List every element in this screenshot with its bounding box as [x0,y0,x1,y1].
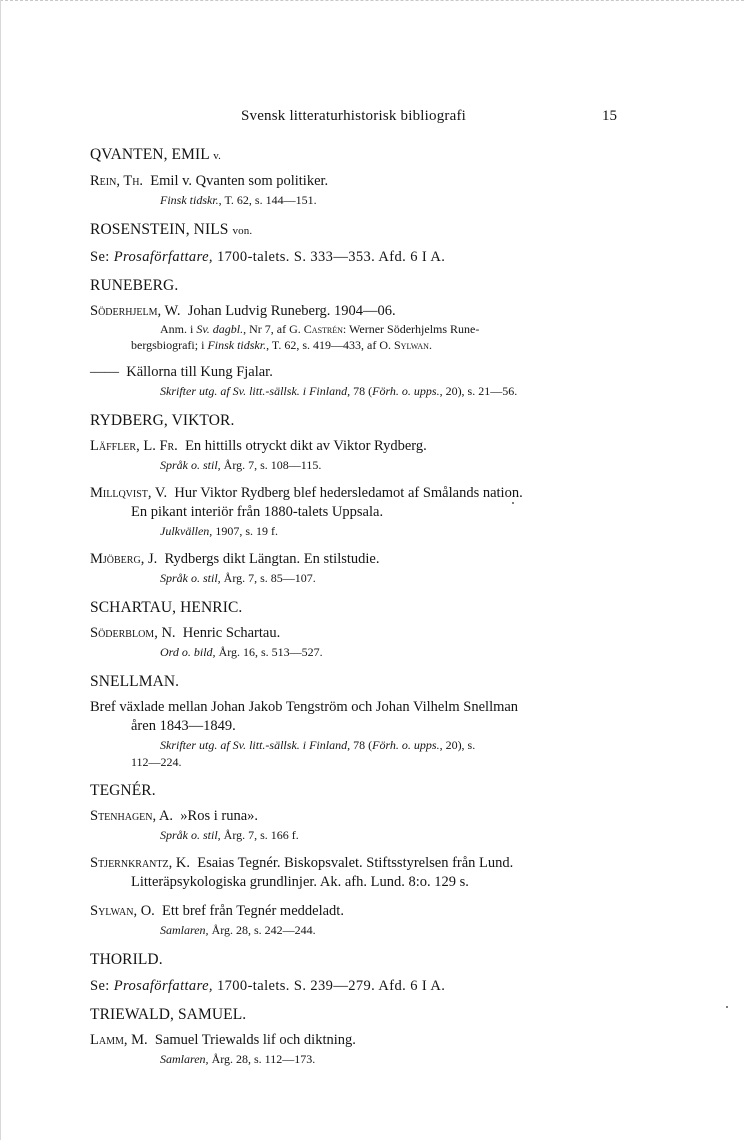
entry-title: Esaias Tegnér. Biskopsvalet. Stiftsstyrelsen från Lund. [197,855,514,871]
entry-title: Bref växlade mellan Johan Jakob Tengström och Johan Vilhelm Snellman [90,699,519,715]
entry-source: Språk o. stil, Årg. 7, s. 85—107. [160,571,316,585]
entry-stenhagen: Stenhagen, A. »Ros i runa». Språk o. stil, Årg. 7, s. 166 f. [90,807,617,844]
author-name: Söderblom [90,625,155,641]
running-head [90,108,617,130]
entry-title: Johan Ludvig Runeberg. 1904—06. [187,303,396,319]
section-heading-thorild: THORILD. [90,951,163,968]
entry-source: Skrifter utg. af Sv. litt.-sällsk. i Finland, 78 (Förh. o. upps., 20), s. [160,738,476,752]
see-reference: Se: Prosaförfattare, 1700-talets. S. 333—353. Afd. 6 I A. [90,249,446,265]
entry-title: Ett bref från Tegnér meddeladt. [162,903,344,919]
entry-source: Skrifter utg. af Sv. litt.-sällsk. i Finland, 78 (Förh. o. upps., 20), s. 21—56. [160,384,518,398]
entry-title-continued: åren 1843—1849. [131,718,236,734]
entry-source: Språk o. stil, Årg. 7, s. 108—115. [160,458,322,472]
section-heading-schartau: SCHARTAU, HENRIC. [90,599,243,616]
entry-source-continued: 112—224. [131,755,182,769]
author-name: Söderhjelm [90,303,158,319]
entry-soderhjelm: Söderhjelm, W. Johan Ludvig Runeberg. 1904—06. Anm. i Sv. dagbl., Nr 7, af G. Castrén: Werner Söderhjelms Rune- bergsbiografi; i Finsk tidskr., T. 62, s. 419—433, af O. Sylwan. [90,302,617,353]
entry-source: Ord o. bild, Årg. 16, s. 513—527. [160,645,323,659]
section-heading-rosenstein: ROSENSTEIN, NILS von. [90,221,253,238]
entry-title: En hittills otryckt dikt av Viktor Rydberg. [185,438,427,454]
scan-speck [726,1006,728,1008]
entry-sylwan: Sylwan, O. Ett bref från Tegnér meddeladt. Samlaren, Årg. 28, s. 242—244. [90,902,617,939]
entry-bref-vaxlade [90,698,617,770]
entry-title-continued: Litteräpsykologiska grundlinjer. Ak. afh. Lund. 8:o. 129 s. [131,874,469,890]
entry-lamm: Lamm, M. Samuel Triewalds lif och diktning. Samlaren, Årg. 28, s. 112—173. [90,1031,617,1068]
entry-source: Språk o. stil, Årg. 7, s. 166 f. [160,828,299,842]
entry-millqvist: Millqvist, V. Hur Viktor Rydberg blef hedersledamot af Smålands nation. En pikant interiör från 1880-talets Uppsala. Julkvällen, 1907, s. 19 f. [90,484,617,540]
section-heading-qvanten: QVANTEN, EMIL v. [90,146,221,163]
entry-soderblom: Söderblom, N. Henric Schartau. Ord o. bild, Årg. 16, s. 513—527. [90,624,617,661]
entry-laffler: Läffler, L. Fr. En hittills otryckt dikt av Viktor Rydberg. Språk o. stil, Årg. 7, s. 108—115. [90,437,617,474]
ditto-dash: —— [90,364,119,380]
author-name: Sylwan [90,903,134,919]
entry-kallorna [90,363,617,400]
author-name: Mjöberg [90,551,141,567]
author-name: Stenhagen [90,808,153,824]
bibliography-content [90,138,617,1078]
entry-title: Emil v. Qvanten som politiker. [150,173,329,189]
scan-edge-left [0,0,1,1140]
entry-title-continued: En pikant interiör från 1880-talets Uppsala. [131,504,384,520]
entry-title: Henric Schartau. [182,625,281,641]
entry-title: Hur Viktor Rydberg blef hedersledamot af Smålands nation. [174,485,523,501]
page-number: 15 [602,108,617,124]
see-reference: Se: Prosaförfattare, 1700-talets. S. 239—279. Afd. 6 I A. [90,978,446,994]
section-heading-tegner: TEGNÉR. [90,782,156,799]
author-name: Millqvist [90,485,148,501]
entry-note: Anm. i Sv. dagbl., Nr 7, af G. Castrén: Werner Söderhjelms Rune- [160,322,480,336]
entry-title: Källorna till Kung Fjalar. [126,364,273,380]
entry-title: Samuel Triewalds lif och diktning. [154,1032,356,1048]
section-heading-snellman: SNELLMAN. [90,673,180,690]
scan-edge-top [0,0,744,1]
author-name: Rein [90,173,117,189]
section-heading-runeberg: RUNEBERG. [90,277,179,294]
author-name: Lamm [90,1032,124,1048]
entry-source: Finsk tidskr., T. 62, s. 144—151. [160,193,317,207]
author-name: Stjernkrantz [90,855,169,871]
entry-note-continued: bergsbiografi; i Finsk tidskr., T. 62, s. 419—433, af O. Sylwan. [131,338,432,352]
entry-stjernkrantz: Stjernkrantz, K. Esaias Tegnér. Biskopsvalet. Stiftsstyrelsen från Lund. Litteräpsykologiska grundlinjer. Ak. afh. Lund. 8:o. 129 s. [90,854,617,892]
section-heading-rydberg: RYDBERG, VIKTOR. [90,412,235,429]
entry-source: Samlaren, Årg. 28, s. 112—173. [160,1052,316,1066]
entry-title: Rydbergs dikt Längtan. En stilstudie. [164,551,380,567]
entry-rein: Rein, Th. Emil v. Qvanten som politiker. Finsk tidskr., T. 62, s. 144—151. [90,172,617,209]
author-name: Läffler [90,438,137,454]
entry-source: Julkvällen, 1907, s. 19 f. [160,524,278,538]
section-heading-triewald: TRIEWALD, SAMUEL. [90,1006,247,1023]
running-head-title: Svensk litteraturhistorisk bibliografi [240,108,467,124]
entry-title: »Ros i runa». [180,808,259,824]
entry-source: Samlaren, Årg. 28, s. 242—244. [160,923,316,937]
scan-speck [512,502,514,504]
entry-mjoberg: Mjöberg, J. Rydbergs dikt Längtan. En stilstudie. Språk o. stil, Årg. 7, s. 85—107. [90,550,617,587]
